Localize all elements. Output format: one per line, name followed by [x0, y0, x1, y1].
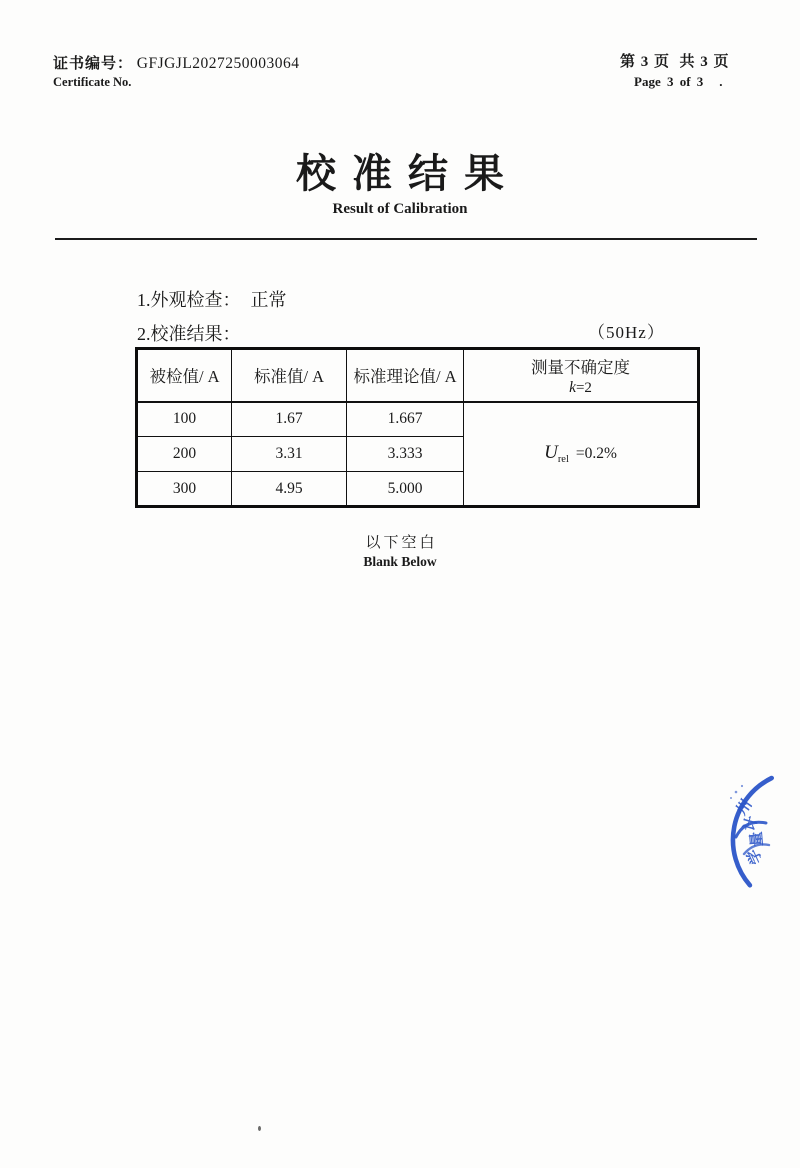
blank-below-zh: 以下空白 — [365, 535, 438, 551]
cell-theoretical-2: 5.000 — [347, 472, 464, 507]
certificate-number-sublabel: Certificate No. — [53, 75, 132, 89]
uncertainty-value-cell — [464, 402, 699, 507]
pagination-en-text: Page 3 of 3 — [634, 74, 704, 89]
seal-dot — [730, 797, 732, 799]
certificate-number-line — [53, 52, 300, 73]
uncertainty-value: =0.2% — [575, 445, 617, 463]
calibration-table — [135, 347, 700, 508]
official-seal-icon — [660, 740, 800, 920]
pagination-en — [634, 74, 790, 90]
pagination-block — [620, 50, 790, 90]
seal-character: 计 — [741, 814, 762, 834]
col-header-theoretical-value: 标准理论值/ A — [347, 349, 464, 402]
cell-tested-0: 100 — [137, 402, 232, 437]
visual-check-value: 正常 — [250, 290, 287, 310]
col-header-standard-value: 标准值/ A — [232, 349, 347, 402]
col-header-uncertainty — [464, 349, 699, 402]
certificate-number-value: GFJGJL2027250003064 — [136, 55, 300, 72]
table-row — [137, 402, 699, 437]
certificate-number-label: 证书编号： — [53, 56, 134, 72]
seal-dot — [741, 785, 743, 787]
seal-character: 量 — [748, 830, 767, 848]
calibration-result-label: 2.校准结果： — [137, 324, 241, 344]
certificate-number-block — [53, 52, 300, 90]
cell-standard-2: 4.95 — [232, 472, 347, 507]
page-title: 校准结果 — [296, 151, 520, 196]
cell-tested-1: 200 — [137, 437, 232, 472]
blank-below-en: Blank Below — [363, 554, 437, 569]
seal-character: 州 — [733, 796, 756, 819]
frequency-note: （50Hz） — [588, 323, 665, 342]
seal-dot — [735, 791, 738, 794]
table-header-row — [137, 349, 699, 402]
uncertainty-k-factor — [464, 379, 697, 397]
k-value: =2 — [575, 379, 592, 396]
visual-check-line — [137, 286, 287, 312]
pagination-trailing-dot: . — [719, 74, 723, 89]
uncertainty-symbol: U — [544, 442, 558, 464]
page-subtitle: Result of Calibration — [332, 201, 468, 217]
visual-check-label: 1.外观检查： — [137, 290, 241, 310]
uncertainty-subscript: rel — [557, 454, 569, 466]
k-symbol: k — [569, 378, 576, 396]
cell-standard-1: 3.31 — [232, 437, 347, 472]
cell-standard-0: 1.67 — [232, 402, 347, 437]
cell-theoretical-0: 1.667 — [347, 402, 464, 437]
scan-speck — [258, 1126, 261, 1131]
title-divider — [55, 238, 757, 240]
cell-theoretical-1: 3.333 — [347, 437, 464, 472]
seal-character: 学 — [745, 846, 766, 867]
cell-tested-2: 300 — [137, 472, 232, 507]
pagination-zh: 第 3 页 共 3 页 — [620, 54, 730, 70]
col-header-tested-value: 被检值/ A — [137, 349, 232, 402]
uncertainty-header-text: 测量不确定度 — [531, 357, 630, 377]
